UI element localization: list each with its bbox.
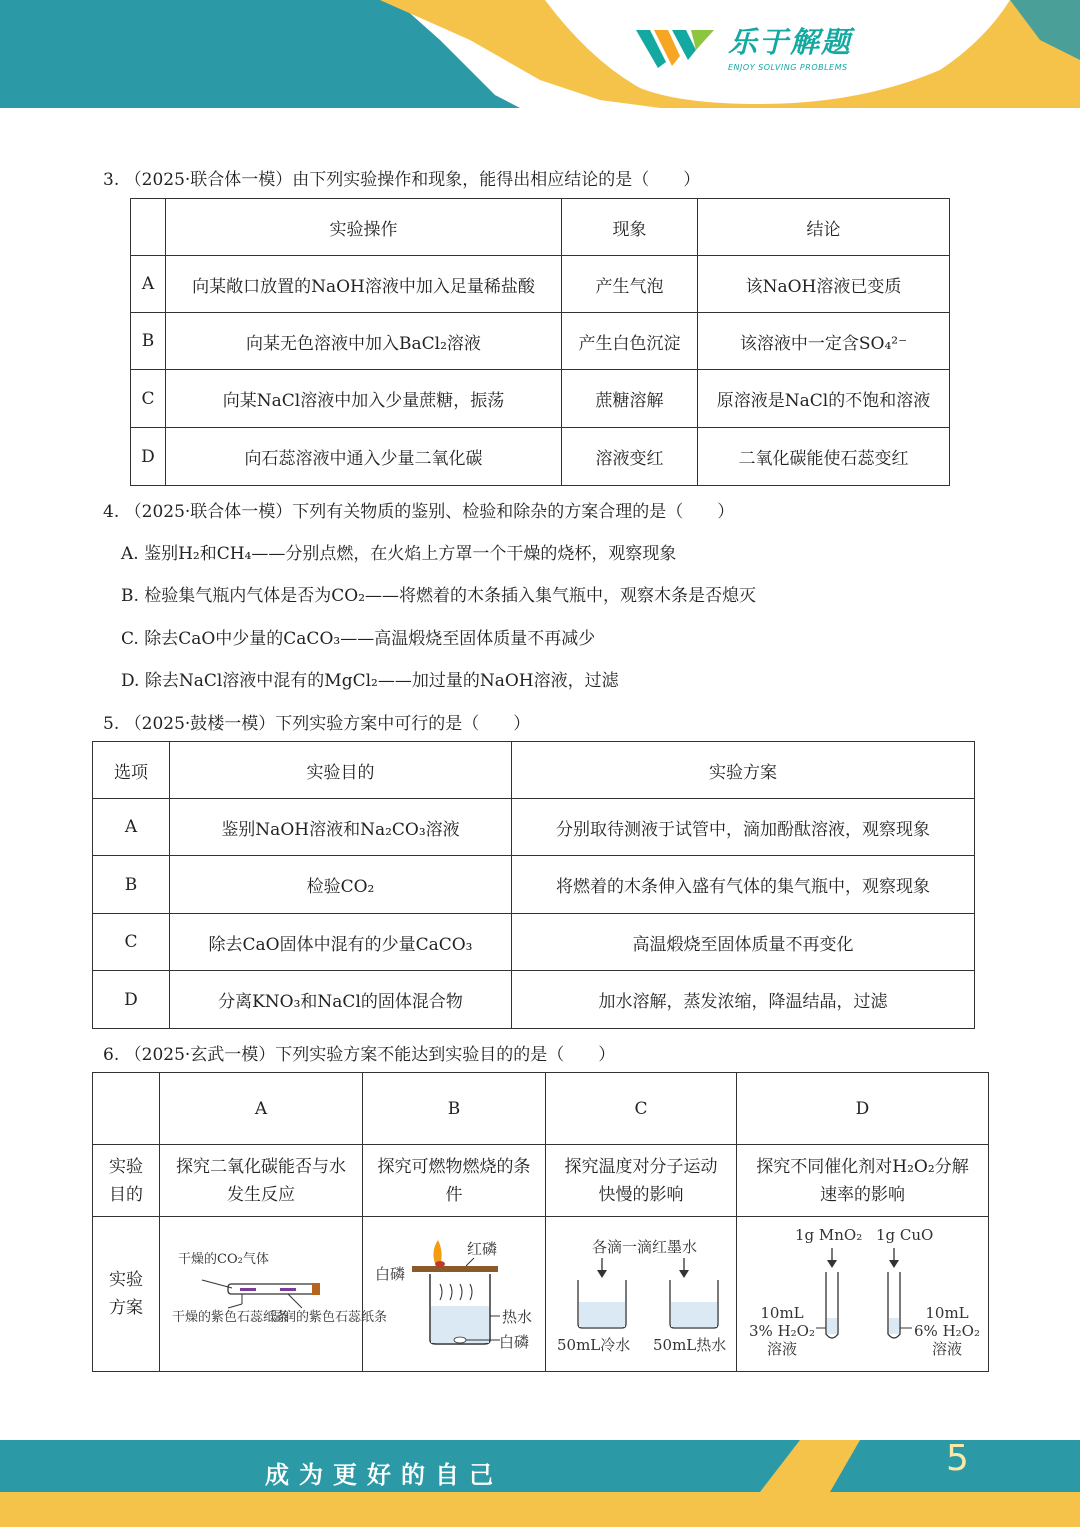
table-row bbox=[93, 914, 975, 971]
diagram-a-gas-label: 干燥的CO₂气体 bbox=[178, 1252, 269, 1267]
table-cell: 向某NaCl溶液中加入少量蔗糖，振荡 bbox=[166, 370, 562, 428]
table-row bbox=[93, 799, 975, 856]
table-cell: 实验方案 bbox=[93, 1217, 160, 1372]
table-cell: 鉴别NaOH溶液和Na₂CO₃溶液 bbox=[170, 799, 512, 856]
table-cell: 向某敞口放置的NaOH溶液中加入足量稀盐酸 bbox=[166, 256, 562, 313]
table-cell: 原溶液是NaCl的不饱和溶液 bbox=[698, 370, 950, 428]
table-row bbox=[93, 742, 975, 799]
table-cell: C bbox=[131, 370, 166, 428]
brand-name: 乐于解题 bbox=[728, 25, 853, 59]
table-row bbox=[93, 1073, 989, 1145]
q4-option-d: D. 除去NaCl溶液中混有的MgCl₂——加过量的NaOH溶液，过滤 bbox=[121, 671, 619, 691]
table-cell: 产生白色沉淀 bbox=[562, 313, 698, 370]
table-cell: A bbox=[131, 256, 166, 313]
q5-table bbox=[92, 741, 975, 1029]
table-header: B bbox=[363, 1073, 546, 1145]
q4-option-c: C. 除去CaO中少量的CaCO₃——高温煅烧至固体质量不再减少 bbox=[121, 629, 596, 649]
table-cell: 分别取待测液于试管中，滴加酚酞溶液，观察现象 bbox=[512, 799, 975, 856]
q6-stem: 6. （2025·玄武一模）下列实验方案不能达到实验目的的是（ ） bbox=[103, 1045, 616, 1065]
table-header: 实验方案 bbox=[512, 742, 975, 799]
diagram-d-catalyst2-label: 1g CuO bbox=[876, 1226, 934, 1244]
table-cell: 加水溶解，蒸发浓缩，降温结晶，过滤 bbox=[512, 971, 975, 1029]
table-header: D bbox=[737, 1073, 989, 1145]
table-cell: 除去CaO固体中混有的少量CaCO₃ bbox=[170, 914, 512, 971]
table-cell: 向某无色溶液中加入BaCl₂溶液 bbox=[166, 313, 562, 370]
diagram-b-red-phosphorus-label: 红磷 bbox=[467, 1240, 498, 1258]
q3-stem: 3. （2025·联合体一模）由下列实验操作和现象，能得出相应结论的是（ ） bbox=[103, 170, 701, 190]
table-header: 实验目的 bbox=[170, 742, 512, 799]
page-number: 5 bbox=[946, 1438, 969, 1479]
diagram-c-drop-label: 各滴一滴红墨水 bbox=[592, 1238, 698, 1256]
table-cell: D bbox=[93, 971, 170, 1029]
table-cell: 探究二氧化碳能否与水发生反应 bbox=[160, 1145, 363, 1217]
footer-slogan: 成为更好的自己 bbox=[265, 1461, 503, 1489]
table-header: A bbox=[160, 1073, 363, 1145]
diagram-a-wet-strip-label: 湿润的紫色石蕊纸条 bbox=[270, 1310, 388, 1325]
table-cell: 检验CO₂ bbox=[170, 856, 512, 914]
table-row bbox=[131, 256, 950, 313]
table-row bbox=[131, 370, 950, 428]
table-cell: D bbox=[131, 428, 166, 486]
q4-option-a: A. 鉴别H₂和CH₄——分别点燃，在火焰上方罩一个干燥的烧杯，观察现象 bbox=[121, 544, 677, 564]
table-cell: 将燃着的木条伸入盛有气体的集气瓶中，观察现象 bbox=[512, 856, 975, 914]
q5-stem: 5. （2025·鼓楼一模）下列实验方案中可行的是（ ） bbox=[103, 714, 531, 734]
table-cell: 分离KNO₃和NaCl的固体混合物 bbox=[170, 971, 512, 1029]
table-cell: 该溶液中一定含SO₄²⁻ bbox=[698, 313, 950, 370]
table-row bbox=[131, 428, 950, 486]
footer-banner bbox=[0, 1440, 1080, 1527]
table-row bbox=[93, 971, 975, 1029]
table-cell: 探究不同催化剂对H₂O₂分解速率的影响 bbox=[737, 1145, 989, 1217]
diagram-d-solution1-label: 10mL 3% H₂O₂溶液 bbox=[749, 1304, 815, 1358]
table-header: 现象 bbox=[562, 199, 698, 256]
table-cell: 高温煅烧至固体质量不再变化 bbox=[512, 914, 975, 971]
diagram-c-hot-water-label: 50mL热水 bbox=[653, 1336, 727, 1354]
brand-subtitle: ENJOY SOLVING PROBLEMS bbox=[728, 63, 848, 72]
diagram-b-white-phosphorus-bottom-label: 白磷 bbox=[499, 1333, 530, 1351]
logo-icon bbox=[636, 26, 716, 70]
table-cell: 产生气泡 bbox=[562, 256, 698, 313]
q4-stem: 4. （2025·联合体一模）下列有关物质的鉴别、检验和除杂的方案合理的是（ ） bbox=[103, 502, 735, 522]
diagram-c-cold-water-label: 50mL冷水 bbox=[557, 1336, 631, 1354]
diagram-b-hot-water-label: 热水 bbox=[502, 1308, 533, 1326]
table-cell: A bbox=[93, 799, 170, 856]
table-cell bbox=[93, 1073, 160, 1145]
table-header: C bbox=[546, 1073, 737, 1145]
table-cell: 该NaOH溶液已变质 bbox=[698, 256, 950, 313]
diagram-c-apparatus bbox=[550, 1256, 732, 1336]
table-cell: C bbox=[93, 914, 170, 971]
diagram-d-solution2-label: 10mL 6% H₂O₂溶液 bbox=[914, 1304, 980, 1358]
diagram-b-white-phosphorus-top-label: 白磷 bbox=[375, 1265, 406, 1283]
table-row bbox=[93, 856, 975, 914]
table-cell: 向石蕊溶液中通入少量二氧化碳 bbox=[166, 428, 562, 486]
table-cell: B bbox=[93, 856, 170, 914]
table-header: 选项 bbox=[93, 742, 170, 799]
table-cell: 探究温度对分子运动快慢的影响 bbox=[546, 1145, 737, 1217]
diagram-a-dry-strip-label: 干燥的紫色石蕊纸条 bbox=[172, 1310, 290, 1325]
table-cell: 探究可燃物燃烧的条件 bbox=[363, 1145, 546, 1217]
header-banner bbox=[0, 0, 1080, 110]
table-cell: 实验目的 bbox=[93, 1145, 160, 1217]
table-row bbox=[131, 313, 950, 370]
q3-table bbox=[130, 198, 950, 486]
table-cell: 溶液变红 bbox=[562, 428, 698, 486]
q4-option-b: B. 检验集气瓶内气体是否为CO₂——将燃着的木条插入集气瓶中，观察木条是否熄灭 bbox=[121, 586, 757, 606]
table-cell: 二氧化碳能使石蕊变红 bbox=[698, 428, 950, 486]
table-cell: B bbox=[131, 313, 166, 370]
table-header: 结论 bbox=[698, 199, 950, 256]
table-header: 实验操作 bbox=[166, 199, 562, 256]
table-row bbox=[131, 199, 950, 256]
diagram-d-catalyst1-label: 1g MnO₂ bbox=[795, 1226, 863, 1244]
table-cell: 蔗糖溶解 bbox=[562, 370, 698, 428]
diagram-a-apparatus bbox=[162, 1222, 358, 1368]
table-row bbox=[93, 1145, 989, 1217]
table-cell bbox=[131, 199, 166, 256]
